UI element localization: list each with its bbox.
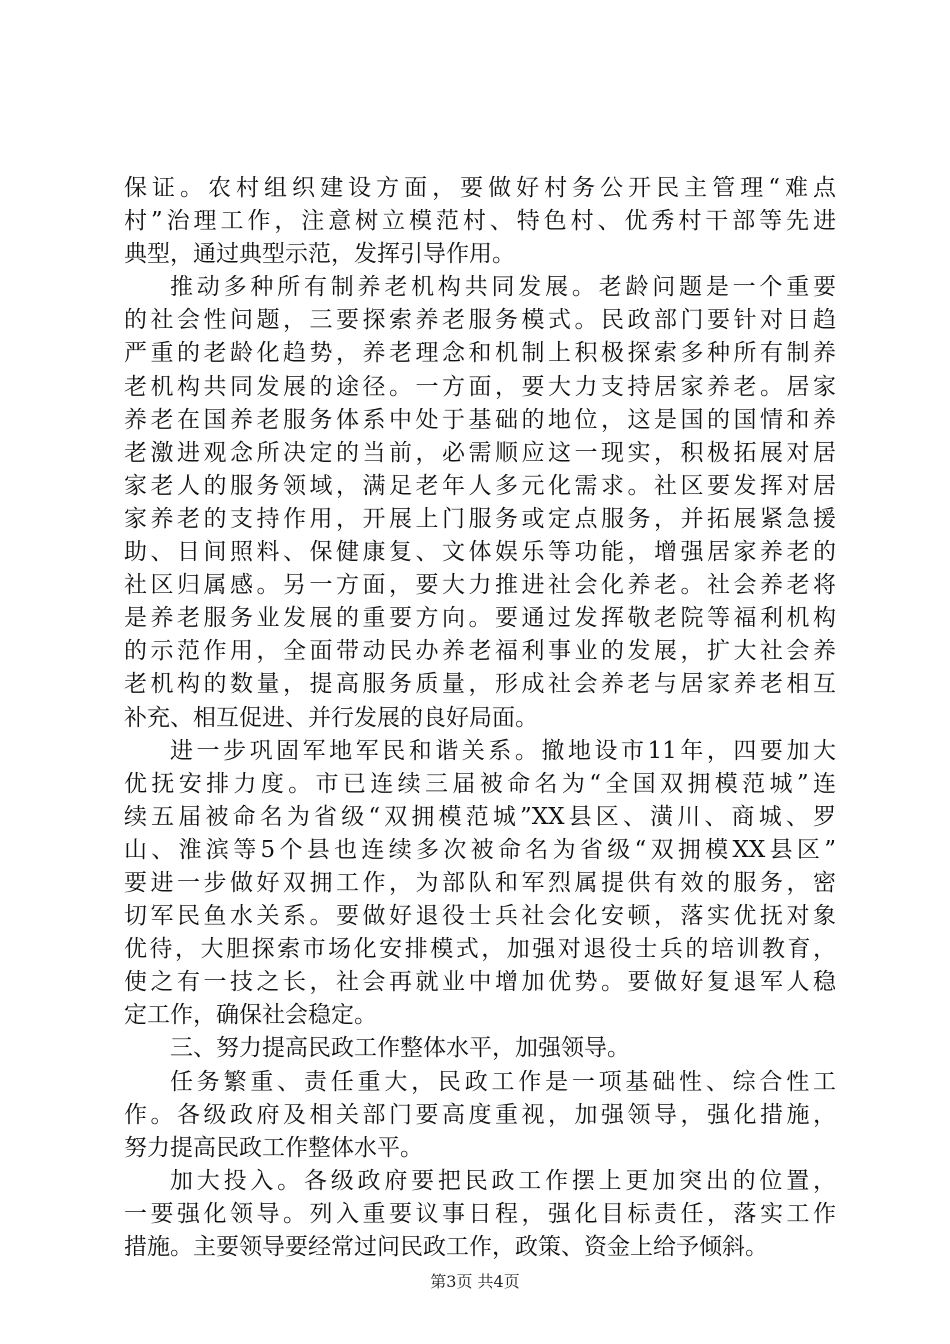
text-line: 的社会性问题，三要探索养老服务模式。民政部门要针对日趋 [124,307,836,334]
text-line: 严重的老龄化趋势，养老理念和机制上积极探索多种所有制养 [124,340,836,367]
text-line: 典型，通过典型示范，发挥引导作用。 [124,241,515,268]
page-number-footer: 第3页 共4页 [430,1272,520,1291]
document-body [124,172,836,1264]
text-line: 补充、相互促进、并行发展的良好局面。 [124,704,538,731]
text-line: 保证。农村组织建设方面，要做好村务公开民主管理“难点 [124,175,836,201]
text-line: 家老人的服务领域，满足老年人多元化需求。社区要发挥对居 [124,472,836,499]
text-line: 续五届被命名为省级“双拥模范城”XX县区、潢川、商城、罗 [124,803,836,830]
paragraph-start-line: 推动多种所有制养老机构共同发展。老龄问题是一个重要 [170,274,836,301]
text-line: 要进一步做好双拥工作，为部队和军烈属提供有效的服务，密 [124,869,836,896]
text-line: 是养老服务业发展的重要方向。要通过发挥敬老院等福利机构 [124,605,836,632]
text-line: 老机构共同发展的途径。一方面，要大力支持居家养老。居家 [124,373,836,400]
paragraph-start-line: 任务繁重、责任重大，民政工作是一项基础性、综合性工 [170,1068,836,1095]
paragraph-start-line: 加大投入。各级政府要把民政工作摆上更加突出的位置， [170,1167,836,1194]
text-line: 作。各级政府及相关部门要高度重视，加强领导，强化措施， [124,1101,836,1128]
text-line: 家养老的支持作用，开展上门服务或定点服务，并拓展紧急援 [124,505,836,532]
text-line: 老激进观念所决定的当前，必需顺应这一现实，积极拓展对居 [124,439,836,466]
text-line: 一要强化领导。列入重要议事日程，强化目标责任，落实工作 [124,1200,836,1227]
text-line: 的示范作用，全面带动民办养老福利事业的发展，扩大社会养 [124,638,836,665]
text-line: 优待，大胆探索市场化安排模式，加强对退役士兵的培训教育， [124,936,836,963]
text-line: 使之有一技之长，社会再就业中增加优势。要做好复退军人稳 [124,969,836,996]
text-line: 社区归属感。另一方面，要大力推进社会化养老。社会养老将 [124,572,836,599]
text-line: 村”治理工作，注意树立模范村、特色村、优秀村干部等先进 [124,208,836,235]
section-heading: 三、努力提高民政工作整体水平，加强领导。 [170,1035,630,1062]
text-line: 优抚安排力度。市已连续三届被命名为“全国双拥模范城”连 [124,770,836,797]
text-line: 助、日间照料、保健康复、文体娱乐等功能，增强居家养老的 [124,539,836,566]
text-line: 山、淮滨等5个县也连续多次被命名为省级“双拥模XX县区” [124,836,836,863]
text-line: 养老在国养老服务体系中处于基础的地位，这是国的国情和养 [124,406,836,433]
text-line: 切军民鱼水关系。要做好退役士兵社会化安顿，落实优抚对象 [124,903,836,930]
text-line: 努力提高民政工作整体水平。 [124,1134,423,1161]
text-line: 措施。主要领导要经常过问民政工作，政策、资金上给予倾斜。 [124,1234,768,1260]
text-line: 老机构的数量，提高服务质量，形成社会养老与居家养老相互 [124,671,836,698]
text-line: 定工作，确保社会稳定。 [124,1002,377,1029]
paragraph-start-line: 进一步巩固军地军民和谐关系。撤地设市11年，四要加大 [170,737,836,764]
